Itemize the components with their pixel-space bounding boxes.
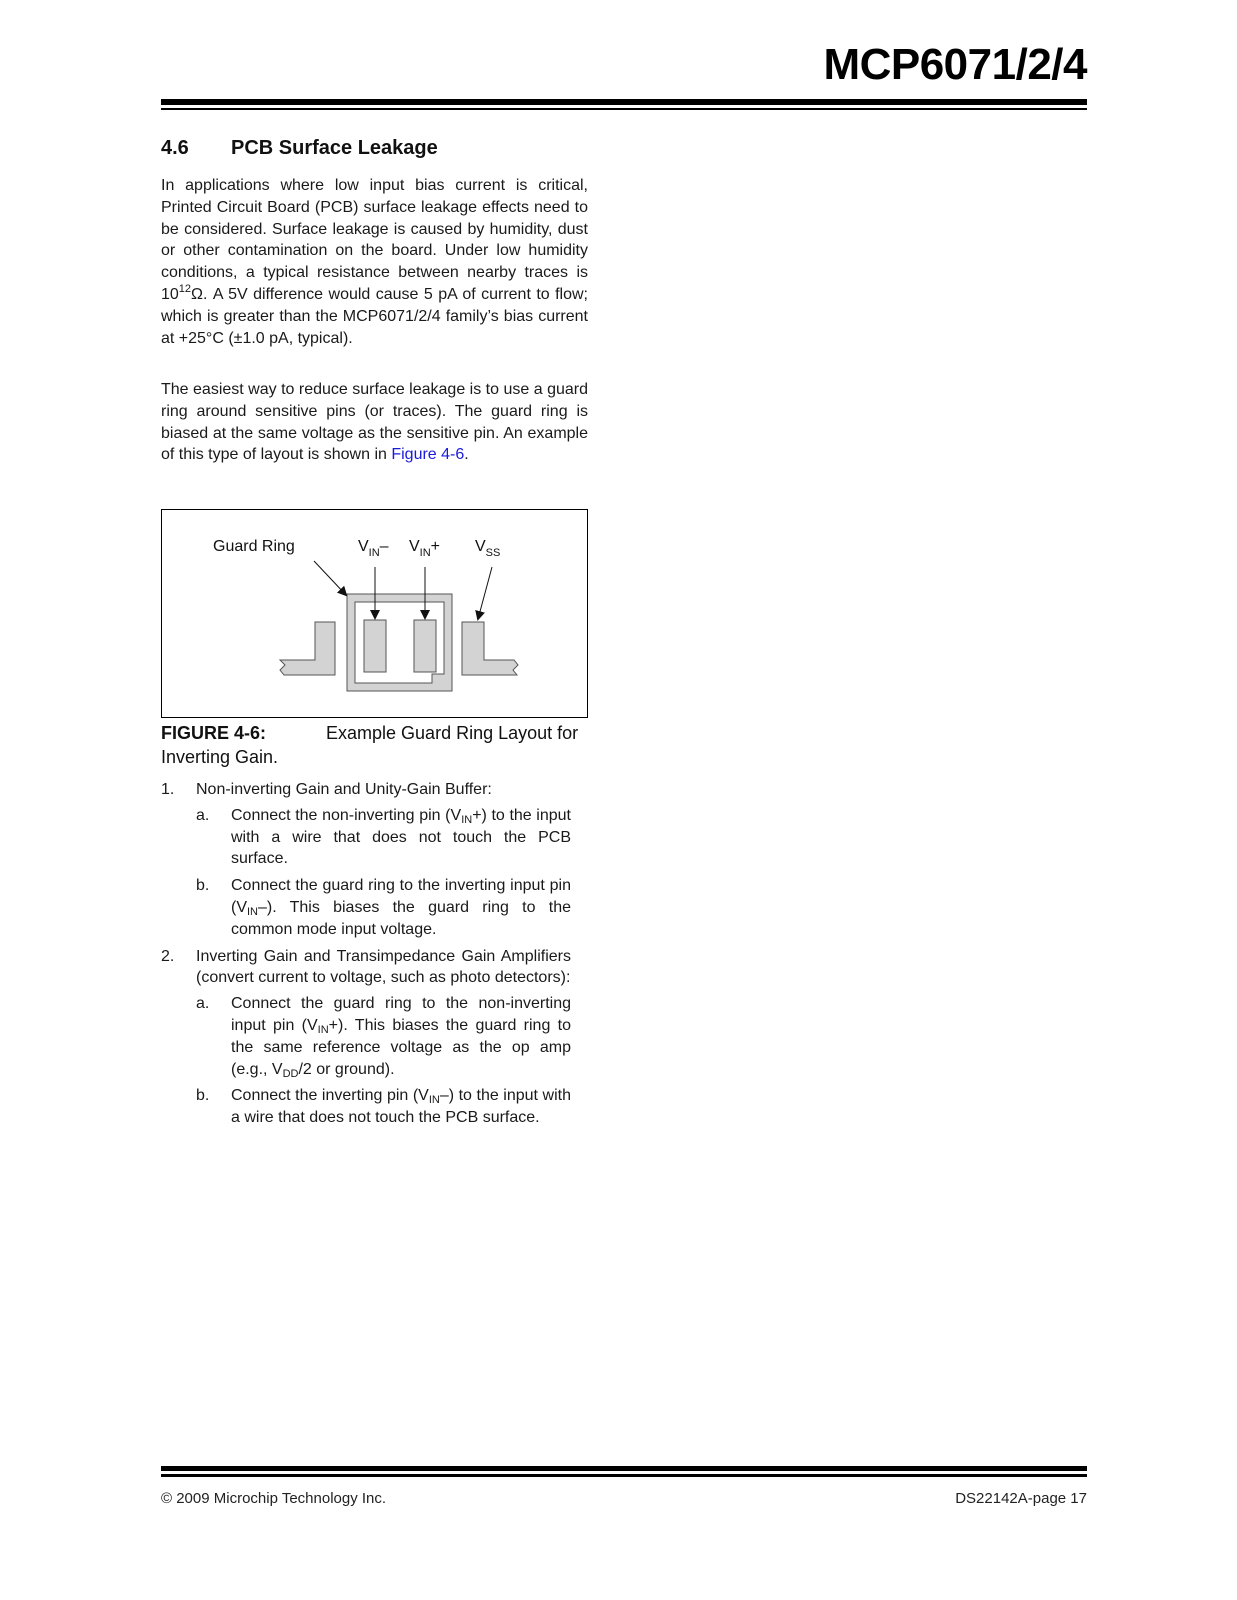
list-item	[161, 779, 571, 801]
list-letter: a.	[196, 995, 210, 1013]
list-subitem	[196, 875, 571, 940]
list-number: 1.	[161, 781, 175, 798]
label-vin-minus: $V_{IN}-$	[358, 538, 389, 559]
paragraph-text: In applications where low input bias current is critical, Printed Circuit Board (PCB) surface leakage effects need to be considered. Surface leakage is caused by humidity, dust or other contamination on the board. Under low humidity conditions, a typical resistance between nearby traces is 10	[161, 177, 588, 303]
label-vin-plus: $V_{IN}+$	[409, 538, 441, 559]
subscript: DD	[282, 1067, 299, 1080]
list-text: Inverting Gain and Transimpedance Gain Amplifiers (convert current to voltage, such as photo detectors):	[196, 947, 571, 987]
footer-rule-thick	[161, 1466, 1087, 1471]
footer-rule-thin	[161, 1474, 1087, 1477]
list-letter: b.	[196, 877, 210, 895]
list-text: Connect the inverting pin (V	[231, 1087, 429, 1105]
section-heading	[161, 137, 438, 160]
header-rule-thin	[161, 108, 1087, 110]
subscript: IN	[247, 905, 258, 918]
caption-text: Example Guard Ring Layout for Inverting Gain.	[161, 723, 579, 767]
list-item	[161, 946, 571, 990]
list-text: –). This biases the guard ring to the common mode input voltage.	[231, 898, 571, 938]
left-trace	[280, 622, 335, 675]
figure-guard-ring	[161, 509, 588, 718]
paragraph-text: The easiest way to reduce surface leakage is to use a guard ring around sensitive pins (or traces). The guard ring is biased at the same voltage as the sensitive pin. An example of this type of layout is shown in	[161, 381, 588, 464]
exponent: 12	[178, 282, 192, 295]
list-subitem	[196, 993, 571, 1080]
list-letter: a.	[196, 806, 210, 824]
pad-vin-minus	[364, 620, 386, 672]
figure-caption	[161, 721, 586, 769]
right-trace-vss	[462, 622, 518, 675]
guard-ring-instructions	[161, 779, 571, 1134]
list-text: /2 or ground).	[298, 1060, 395, 1078]
list-text: +). This biases the guard ring to the same reference voltage as the op amp (e.g., V	[231, 1016, 572, 1078]
figure-link[interactable]: Figure 4-6	[391, 446, 465, 464]
caption-label: FIGURE 4-6:	[161, 723, 267, 743]
arrow-vss	[478, 567, 492, 619]
paragraph-text: Ω. A 5V difference would cause 5 pA of current to flow; which is greater than the MCP6071/2/4 family’s bias current at +25°C (±1.0 pA, typical).	[161, 285, 588, 347]
arrow-guard-ring	[314, 561, 346, 595]
list-subitem	[196, 1085, 571, 1129]
subscript: IN	[317, 1023, 329, 1036]
section-title: PCB Surface Leakage	[231, 137, 438, 159]
list-text: Non-inverting Gain and Unity-Gain Buffer:	[196, 781, 492, 798]
paragraph-guard-ring	[161, 379, 588, 466]
list-text: +) to the input with a wire that does not touch the PCB surface.	[231, 806, 572, 868]
pad-vin-plus	[414, 620, 436, 672]
guard-ring-diagram	[162, 510, 587, 717]
label-vss: $V_{SS}$	[475, 538, 501, 559]
list-text: Connect the guard ring to the inverting input pin (V	[231, 877, 571, 916]
list-letter: b.	[196, 1087, 210, 1105]
subscript: IN	[461, 813, 473, 826]
label-guard-ring: Guard Ring	[213, 538, 295, 555]
footer-copyright: © 2009 Microchip Technology Inc.	[161, 1490, 387, 1507]
paragraph-text: .	[464, 446, 469, 464]
subscript: IN	[428, 1094, 440, 1107]
header-rule-thick	[161, 99, 1087, 105]
list-text: Connect the guard ring to the non-inverting input pin (V	[231, 995, 571, 1034]
paragraph-surface-leakage	[161, 175, 588, 349]
list-text: Connect the non-inverting pin (V	[231, 806, 462, 824]
footer-page-number: DS22142A-page 17	[955, 1490, 1087, 1507]
section-number: 4.6	[161, 137, 189, 159]
list-subitem	[196, 805, 571, 870]
list-number: 2.	[161, 947, 175, 965]
list-text: –) to the input with a wire that does not touch the PCB surface.	[231, 1087, 571, 1127]
page-header-title: MCP6071/2/4	[823, 40, 1087, 89]
